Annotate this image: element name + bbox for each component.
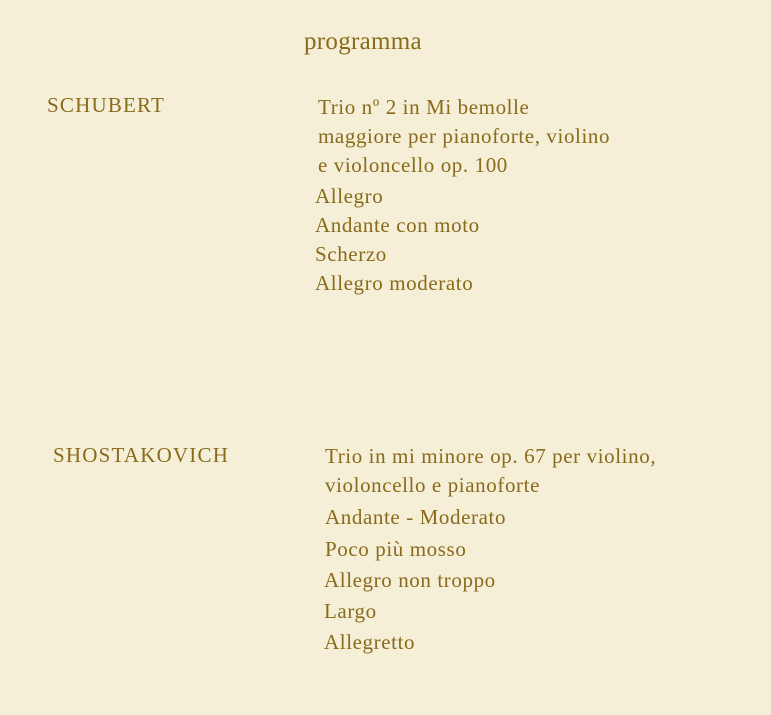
work-title-line: e violoncello op. 100 — [318, 153, 508, 177]
movement-item: Allegretto — [324, 630, 416, 654]
work-title-line: violoncello e pianoforte — [325, 473, 540, 497]
composer-schubert: SCHUBERT — [47, 93, 166, 117]
work-title-line: Trio in mi minore op. 67 per violino, — [325, 444, 657, 468]
work-title-line: maggiore per pianoforte, violino — [318, 124, 611, 148]
work-shostakovich — [325, 442, 656, 658]
movement-item: Andante - Moderato — [325, 505, 507, 529]
movement-item: Largo — [324, 599, 377, 623]
movement-list — [325, 502, 656, 658]
movement-item: Allegro — [315, 184, 384, 208]
movement-item: Allegro non troppo — [324, 568, 496, 592]
movement-list — [315, 182, 610, 298]
movement-item: Andante con moto — [315, 213, 480, 237]
work-title-line: Trio nº 2 in Mi bemolle — [318, 95, 530, 119]
movement-item: Scherzo — [315, 242, 387, 266]
movement-item: Poco più mosso — [325, 537, 467, 561]
page-title: programma — [304, 28, 422, 55]
work-schubert — [315, 93, 611, 298]
composer-shostakovich: SHOSTAKOVICH — [53, 443, 230, 467]
movement-item: Allegro moderato — [315, 271, 474, 295]
